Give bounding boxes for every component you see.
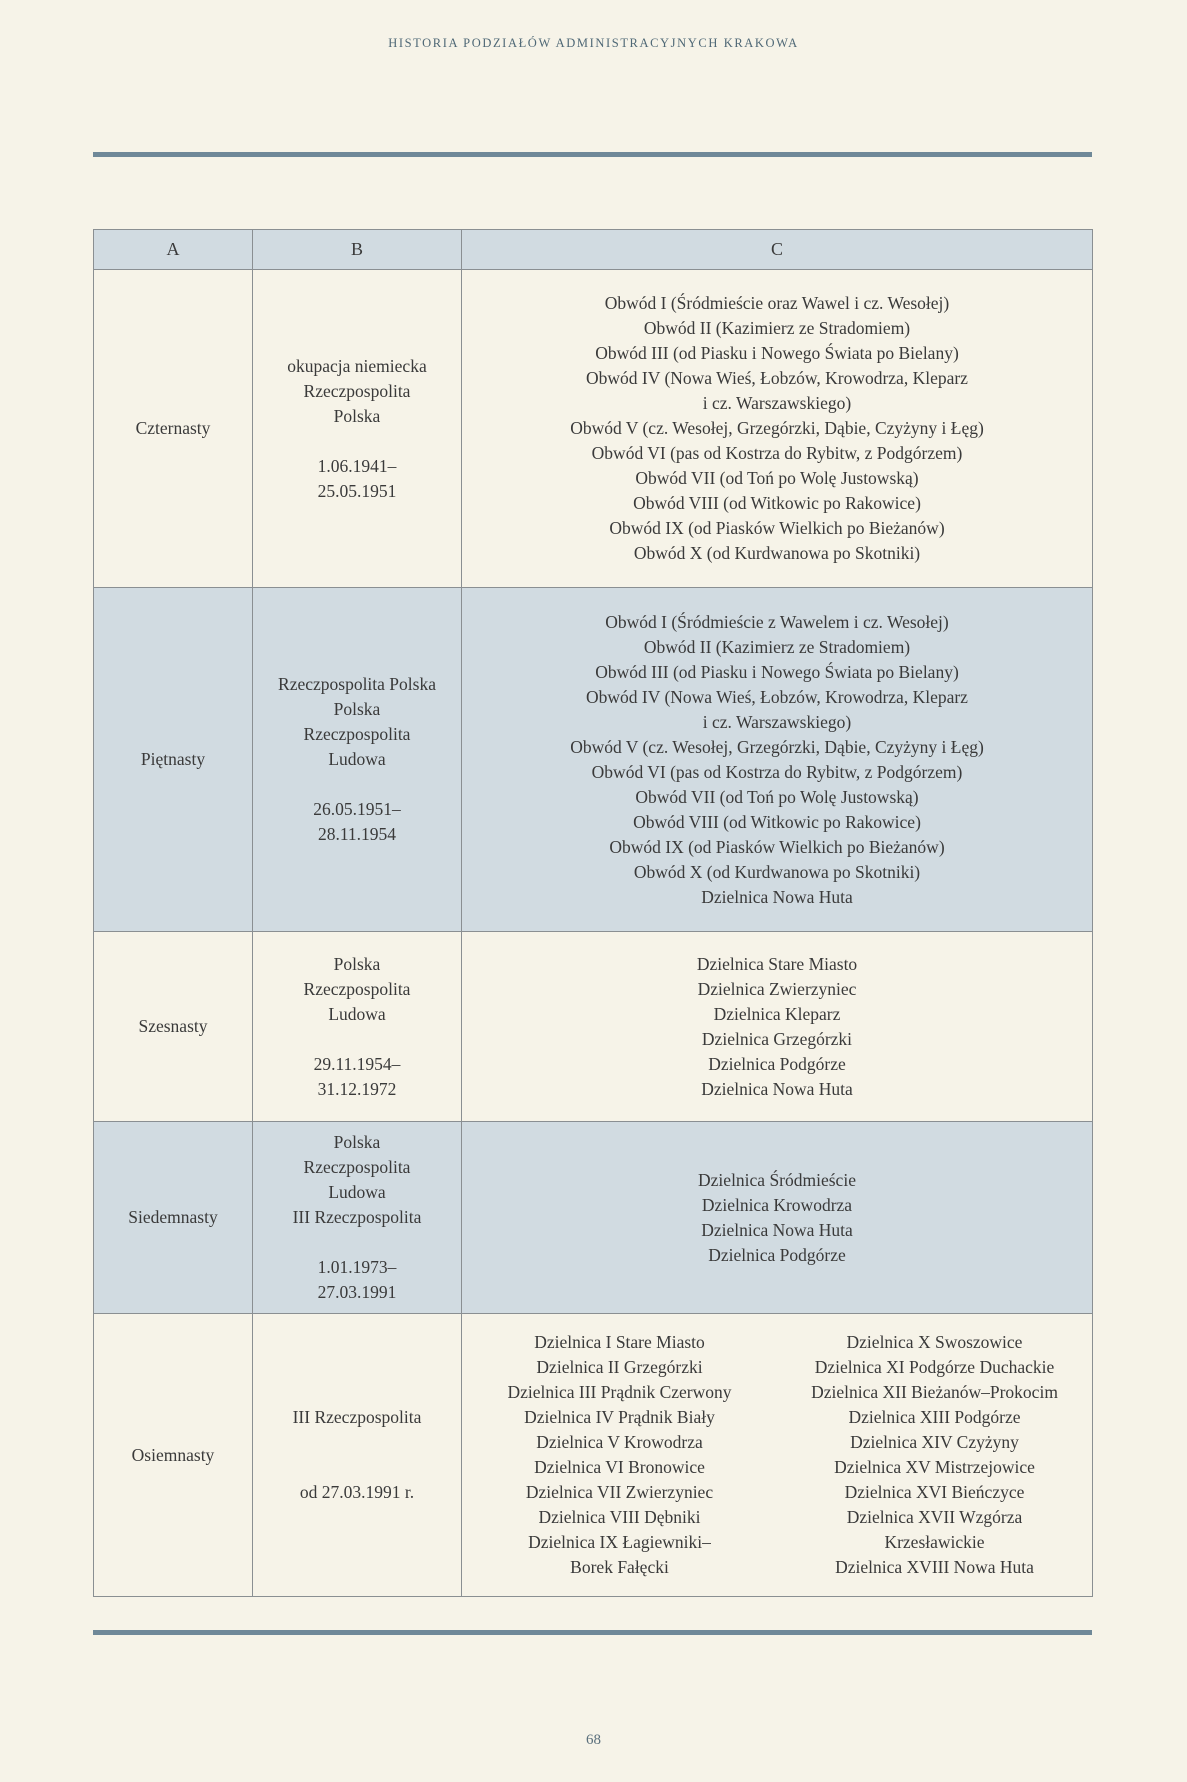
- text-lines: [253, 1130, 461, 1230]
- text-line: 27.03.1991: [317, 1282, 397, 1302]
- text-line: Dzielnica XI Podgórze Duchackie: [814, 1357, 1055, 1377]
- text-line: Dzielnica Kleparz: [713, 1003, 841, 1024]
- text-line: Obwód VII (od Toń po Wolę Justowską): [635, 468, 919, 488]
- cell-b: [253, 270, 462, 588]
- text-line: Dzielnica Krowodrza: [701, 1194, 853, 1215]
- cell-b: [253, 1314, 462, 1597]
- text-line: 31.12.1972: [317, 1078, 397, 1099]
- cell-c: [462, 932, 1093, 1122]
- text-line: Krzesławickie: [884, 1532, 985, 1552]
- text-line: Dzielnica Grzegórzki: [701, 1028, 853, 1049]
- text-line: Polska: [333, 953, 381, 974]
- text-line: Ludowa: [328, 749, 386, 769]
- cell-c: [462, 1314, 1093, 1597]
- text-line: Dzielnica Podgórze: [708, 1053, 846, 1074]
- text-line: Obwód I (Śródmieście oraz Wawel i cz. Wesołej): [604, 293, 950, 313]
- text-line: Rzeczpospolita Polska: [278, 674, 436, 694]
- text-lines: [253, 797, 461, 847]
- text-line: III Rzeczpospolita: [292, 1407, 422, 1427]
- text-line: 29.11.1954–: [313, 1053, 401, 1074]
- text-line: Dzielnica XVI Bieńczyce: [844, 1482, 1025, 1502]
- cell-a: Szesnasty: [94, 932, 253, 1122]
- text-line: Ludowa: [328, 1003, 386, 1024]
- text-line: Dzielnica XIV Czyżyny: [850, 1432, 1019, 1452]
- text-lines: [253, 1052, 461, 1102]
- text-lines: [253, 354, 461, 429]
- text-line: Obwód IV (Nowa Wieś, Łobzów, Krowodrza, Kleparz: [586, 686, 968, 707]
- text-line: Obwód X (od Kurdwanowa po Skotniki): [633, 861, 921, 882]
- table-row: [94, 1122, 1093, 1314]
- text-lines: [253, 1255, 461, 1305]
- text-line: i cz. Warszawskiego): [702, 711, 852, 732]
- text-line: Dzielnica Śródmieście: [698, 1169, 856, 1190]
- text-line: Obwód IV (Nowa Wieś, Łobzów, Krowodrza, Kleparz: [586, 368, 968, 388]
- header-c: C: [462, 230, 1093, 270]
- page-number: 68: [586, 1732, 601, 1748]
- text-line: Dzielnica IX Łagiewniki–: [528, 1532, 711, 1552]
- text-line: Dzielnica I Stare Miasto: [534, 1332, 705, 1352]
- cell-c: [462, 1122, 1093, 1314]
- cell-a: Siedemnasty: [94, 1122, 253, 1314]
- text-lines: [253, 952, 461, 1027]
- text-line: Polska: [333, 405, 381, 426]
- text-line: Dzielnica Podgórze: [708, 1244, 846, 1265]
- text-line: 1.06.1941–: [317, 455, 397, 476]
- text-lines: [462, 952, 1092, 1102]
- text-line: Dzielnica XV Mistrzejowice: [834, 1457, 1035, 1477]
- cell-c: [462, 588, 1093, 932]
- text-line: Rzeczpospolita: [303, 978, 411, 999]
- text-lines: [462, 291, 1092, 566]
- text-line: Rzeczpospolita: [303, 724, 411, 744]
- text-lines: [777, 1330, 1092, 1580]
- text-line: Obwód V (cz. Wesołej, Grzegórzki, Dąbie, Czyżyny i Łęg): [570, 418, 984, 438]
- table-row: [94, 1314, 1093, 1597]
- text-line: Obwód VIII (od Witkowic po Rakowice): [633, 493, 921, 513]
- text-lines: [462, 1330, 777, 1580]
- text-line: Obwód II (Kazimierz ze Stradomiem): [643, 636, 911, 657]
- text-lines: [253, 1480, 461, 1505]
- text-line: Dzielnica VIII Dębniki: [538, 1507, 701, 1527]
- text-line: Obwód I (Śródmieście z Wawelem i cz. Wesołej): [605, 611, 949, 632]
- text-line: i cz. Warszawskiego): [702, 393, 852, 413]
- text-line: Obwód III (od Piasku i Nowego Świata po Bielany): [595, 661, 959, 682]
- text-lines: [253, 672, 461, 772]
- text-line: Obwód VI (pas od Kostrza do Rybitw, z Podgórzem): [591, 761, 963, 782]
- text-line: Borek Fałęcki: [570, 1557, 669, 1577]
- text-line: Dzielnica XVIII Nowa Huta: [835, 1557, 1034, 1577]
- text-line: Dzielnica IV Prądnik Biały: [524, 1407, 715, 1427]
- cell-b: [253, 1122, 462, 1314]
- text-line: Obwód VII (od Toń po Wolę Justowską): [635, 786, 919, 807]
- text-line: Rzeczpospolita: [303, 1157, 411, 1177]
- cell-b: [253, 932, 462, 1122]
- text-line: Dzielnica V Krowodrza: [536, 1432, 703, 1452]
- table-body: [94, 270, 1093, 1597]
- text-line: Dzielnica VI Bronowice: [534, 1457, 705, 1477]
- text-line: Obwód VIII (od Witkowic po Rakowice): [633, 811, 921, 832]
- table-header-row: [94, 230, 1093, 270]
- cell-a: Czternasty: [94, 270, 253, 588]
- text-lines: [462, 1168, 1092, 1268]
- text-line: Dzielnica XVII Wzgórza: [846, 1507, 1023, 1527]
- text-line: 28.11.1954: [317, 824, 397, 844]
- text-line: Dzielnica XIII Podgórze: [848, 1407, 1021, 1427]
- text-line: Ludowa: [328, 1182, 386, 1202]
- text-line: Polska: [333, 1132, 381, 1152]
- text-line: Obwód II (Kazimierz ze Stradomiem): [643, 318, 911, 338]
- text-line: Obwód IX (od Piasków Wielkich po Bieżanów): [609, 836, 945, 857]
- table-row: [94, 932, 1093, 1122]
- cell-a: Piętnasty: [94, 588, 253, 932]
- bottom-rule: [93, 1630, 1092, 1635]
- table-row: [94, 270, 1093, 588]
- text-line: Rzeczpospolita: [303, 380, 411, 401]
- text-lines: [253, 1405, 461, 1430]
- running-head: HISTORIA PODZIAŁÓW ADMINISTRACYJNYCH KRAKOWA: [388, 36, 799, 50]
- text-line: Obwód III (od Piasku i Nowego Świata po Bielany): [595, 343, 959, 363]
- text-lines: [253, 454, 461, 504]
- text-line: Dzielnica Nowa Huta: [701, 1078, 853, 1099]
- text-line: III Rzeczpospolita: [292, 1207, 422, 1227]
- text-line: Dzielnica III Prądnik Czerwony: [507, 1382, 732, 1402]
- text-line: Obwód V (cz. Wesołej, Grzegórzki, Dąbie, Czyżyny i Łęg): [570, 736, 984, 757]
- text-line: Dzielnica Stare Miasto: [696, 953, 858, 974]
- text-line: Obwód VI (pas od Kostrza do Rybitw, z Podgórzem): [591, 443, 963, 463]
- text-line: Obwód IX (od Piasków Wielkich po Bieżanów): [609, 518, 945, 538]
- text-line: Dzielnica Nowa Huta: [701, 886, 853, 907]
- text-line: Dzielnica X Swoszowice: [846, 1332, 1023, 1352]
- text-line: Polska: [333, 699, 381, 719]
- text-line: od 27.03.1991 r.: [299, 1482, 415, 1502]
- districts-table: [93, 229, 1093, 1597]
- header-b: B: [253, 230, 462, 270]
- text-line: Dzielnica II Grzegórzki: [536, 1357, 703, 1377]
- text-line: 25.05.1951: [317, 480, 397, 501]
- top-rule: [93, 152, 1092, 157]
- text-line: okupacja niemiecka: [287, 355, 427, 376]
- text-line: Dzielnica Zwierzyniec: [697, 978, 857, 999]
- text-line: Dzielnica VII Zwierzyniec: [525, 1482, 714, 1502]
- text-line: 1.01.1973–: [317, 1257, 397, 1277]
- cell-c: [462, 270, 1093, 588]
- text-lines: [462, 610, 1092, 910]
- text-line: Obwód X (od Kurdwanowa po Skotniki): [633, 543, 921, 563]
- text-line: Dzielnica Nowa Huta: [701, 1219, 853, 1240]
- table-row: [94, 588, 1093, 932]
- header-a: A: [94, 230, 253, 270]
- cell-b: [253, 588, 462, 932]
- cell-a: Osiemnasty: [94, 1314, 253, 1597]
- text-line: Dzielnica XII Bieżanów–Prokocim: [811, 1382, 1058, 1402]
- text-line: 26.05.1951–: [313, 799, 401, 819]
